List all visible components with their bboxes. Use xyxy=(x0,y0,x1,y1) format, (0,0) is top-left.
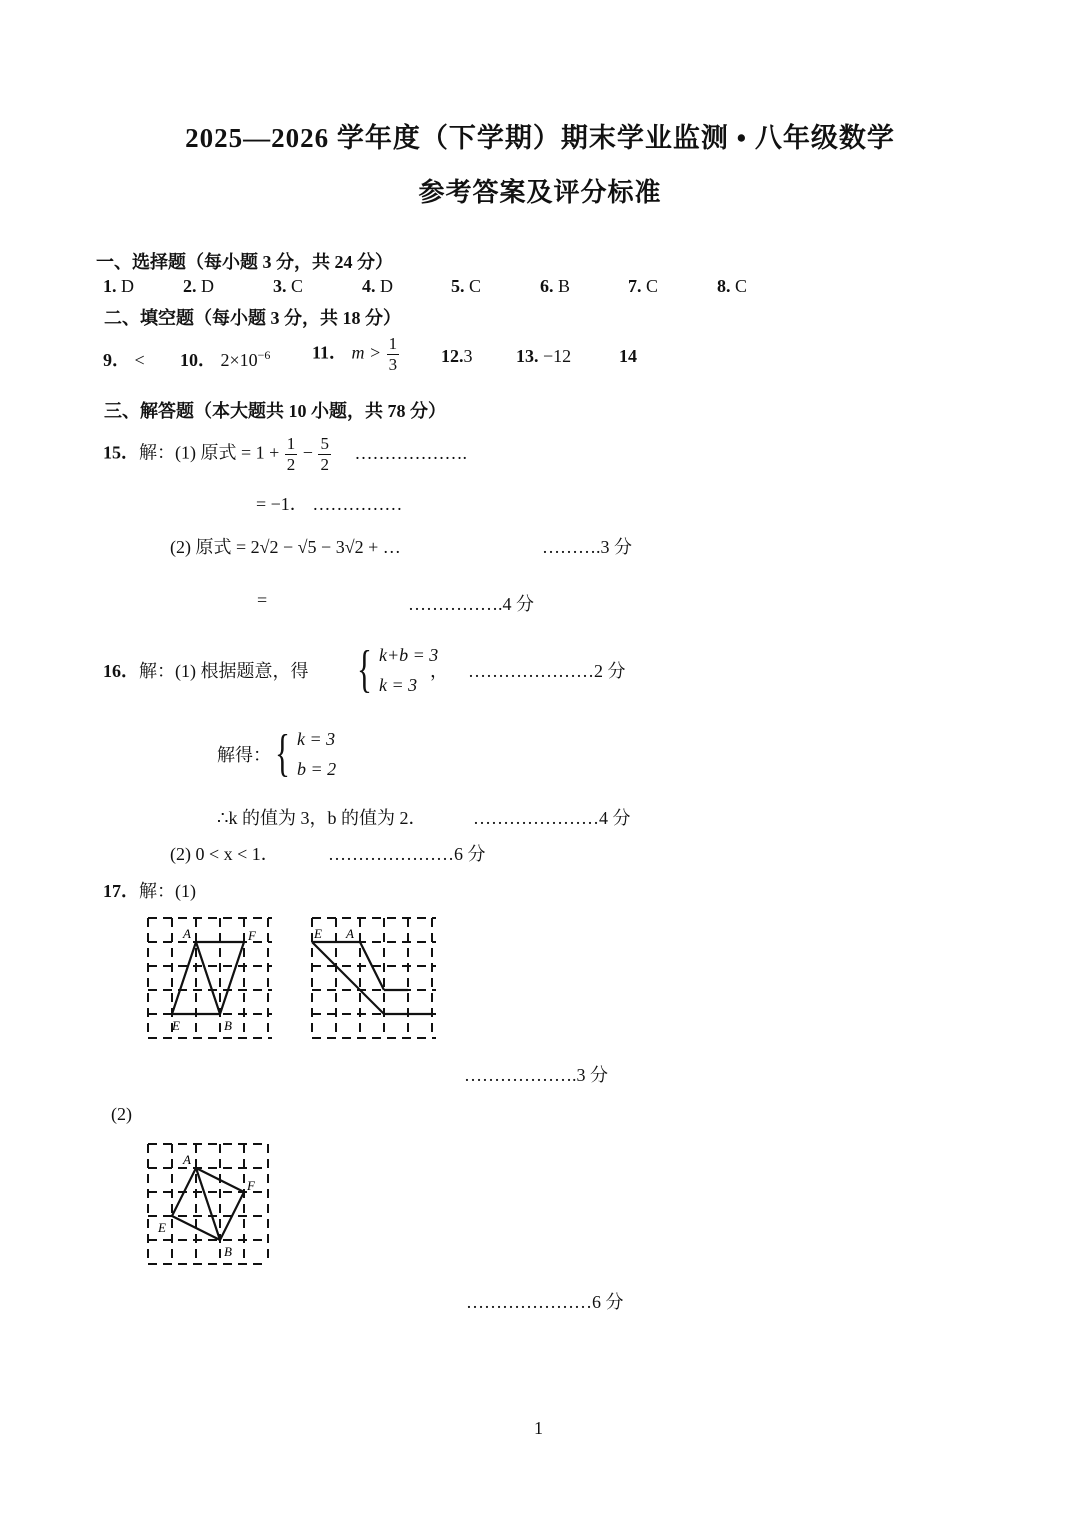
q15-score-4: …………….4 分 xyxy=(408,594,534,614)
page-title: 2025—2026 学年度（下学期）期末学业监测 • 八年级数学 xyxy=(185,123,895,153)
q11-answer: 11． m > $\frac{1}{3}$ xyxy=(312,334,398,374)
q16-solved-label: 解得： xyxy=(217,745,271,765)
point-f-label: F xyxy=(247,1178,255,1193)
section-3-heading: 三、解答题（本大题共 10 小题，共 78 分） xyxy=(104,401,446,421)
q16-score-2: …………………2 分 xyxy=(468,661,626,681)
point-e-label: E xyxy=(314,926,322,941)
answer-5: 5. C xyxy=(451,276,482,296)
answer-8: 8. C xyxy=(717,276,748,296)
q17-part2: (2) xyxy=(111,1104,132,1124)
q10-answer: 10． $2\times 10^{-6}$ xyxy=(180,348,271,370)
point-a-label: A xyxy=(346,926,354,941)
q14-answer: 14 xyxy=(619,346,637,366)
choice-answers-row xyxy=(0,276,1080,300)
answer-6: 6. B xyxy=(540,276,571,296)
q16-part2: (2) 0 < x < 1． xyxy=(170,844,279,864)
q15-score-3: ……….3 分 xyxy=(542,537,632,557)
point-b-label: B xyxy=(224,1018,232,1033)
q17-grid-figure-2 xyxy=(310,916,440,1042)
q16-part1: 16．解：(1) 根据题意，得 xyxy=(103,661,309,681)
q16-score-4: …………………4 分 xyxy=(473,808,631,828)
section-1-heading: 一、选择题（每小题 3 分，共 24 分） xyxy=(96,252,393,272)
q13-answer: 13. −12 xyxy=(516,346,572,366)
q15-part2: (2) 原式 = 2√2 − √5 − 3√2 + … xyxy=(170,537,401,557)
q15-part1-result: = −1． …………… xyxy=(256,494,403,514)
answer-1: 1. D xyxy=(103,276,134,296)
section-2-heading: 二、填空题（每小题 3 分，共 18 分） xyxy=(104,308,401,328)
point-a-label: A xyxy=(183,926,191,941)
answer-2: 2. D xyxy=(183,276,214,296)
q17-score-3: ……………….3 分 xyxy=(464,1065,608,1085)
answer-7: 7. C xyxy=(628,276,659,296)
q15-part2-eq: = xyxy=(257,590,268,610)
page-number: 1 xyxy=(534,1418,543,1438)
q17-grid-figure-3 xyxy=(146,1142,276,1268)
q17-grid-figure-1 xyxy=(146,916,276,1042)
page-subtitle: 参考答案及评分标准 xyxy=(418,178,662,207)
point-b-label: B xyxy=(224,1244,232,1259)
q16-system-1: { k+b = 3 k = 3 xyxy=(356,641,439,698)
q17-part1: 17．解：(1) xyxy=(103,881,196,901)
q15-part1: 15．解：(1) 原式 = 1 + $\frac{1}{2}$ − $\frac{5}{2}$ ………………. xyxy=(103,434,467,474)
q12-answer: 12.3 xyxy=(441,346,473,366)
point-f-label: F xyxy=(248,928,256,943)
q16-score-6: …………………6 分 xyxy=(328,844,486,864)
point-a-label: A xyxy=(183,1152,191,1167)
answer-4: 4. D xyxy=(362,276,393,296)
point-e-label: E xyxy=(172,1018,180,1033)
q17-score-6: …………………6 分 xyxy=(466,1292,624,1312)
answer-3: 3. C xyxy=(273,276,304,296)
q9-answer: 9． < xyxy=(103,350,145,370)
q16-system-2: { k = 3 b = 2 xyxy=(274,725,337,782)
q16-comma: ， xyxy=(430,661,448,681)
q16-conclusion: ∴k 的值为 3，b 的值为 2． xyxy=(217,808,427,828)
point-e-label: E xyxy=(158,1220,166,1235)
